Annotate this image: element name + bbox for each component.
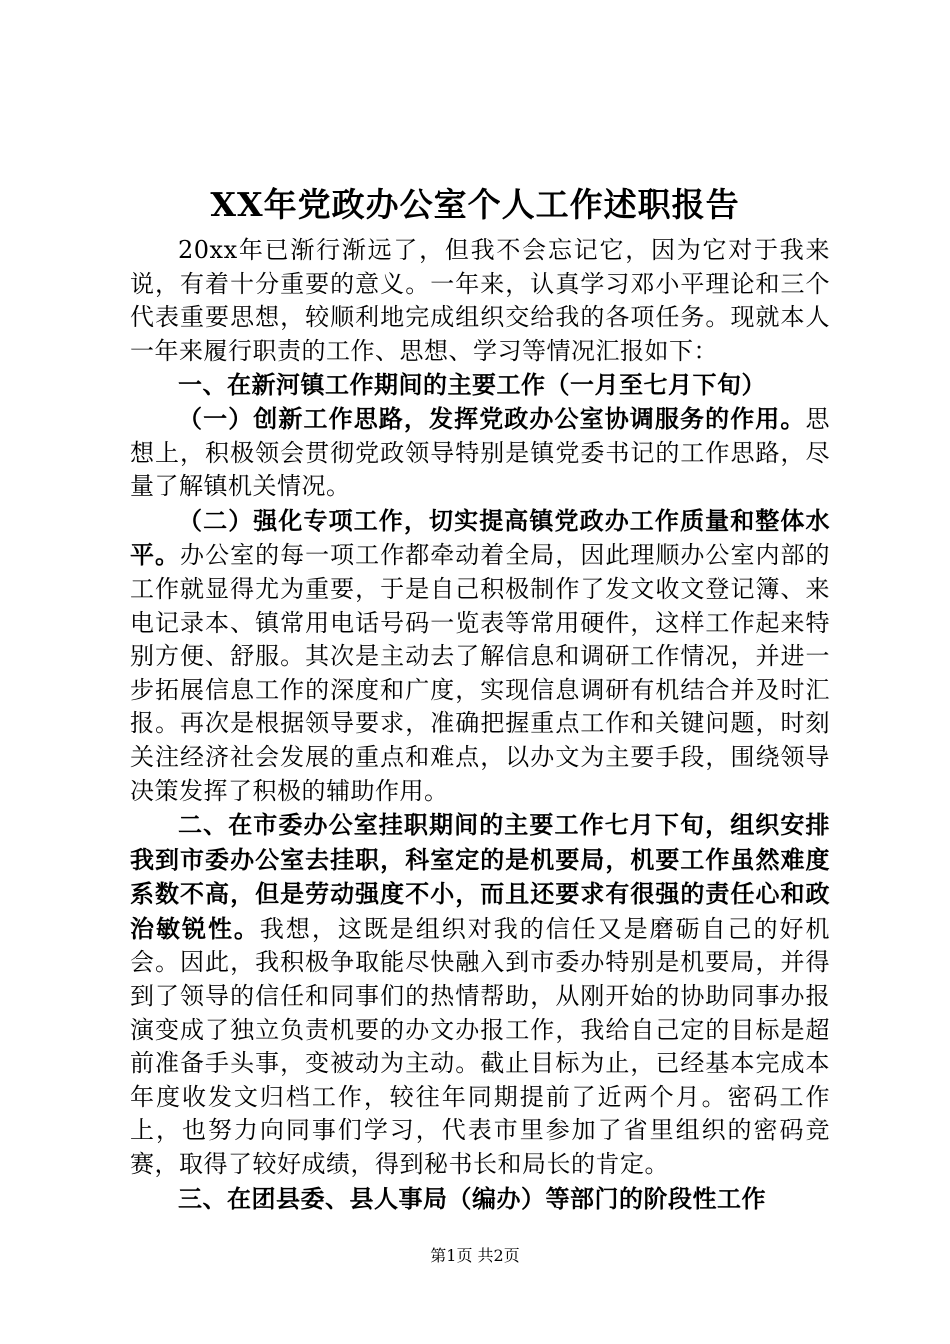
document-title: XX年党政办公室个人工作述职报告 <box>210 185 740 224</box>
section-heading-1: 一、在新河镇工作期间的主要工作（一月至七月下旬） <box>178 370 766 400</box>
subsection-heading-1: （一）创新工作思路，发挥党政办公室协调服务的作用。 <box>178 403 806 433</box>
subsection-1-paragraph <box>130 402 830 504</box>
document-body <box>130 234 830 1215</box>
section-body-2: 我想，这既是组织对我的信任又是磨砺自己的好机会。因此，我积极争取能尽快融入到市委办特别是机要局，并得到了领导的信任和同事们的热情帮助，从刚开始的协助同事办报演变成了独立负责机要的办文办报工作，我给自己定的目标是超前准备手头事，变被动为主动。截止目标为止，已经基本完成本年度收发文归档工作，较往年同期提前了近两个月。密码工作上，也努力向同事们学习，代表市里参加了省里组织的密码竞赛，取得了较好成绩，得到秘书长和局长的肯定。 <box>130 914 831 1179</box>
subsection-2-paragraph <box>130 504 830 808</box>
section-2-paragraph <box>130 808 830 1182</box>
page-footer: 第1页 共2页 <box>430 1246 520 1265</box>
intro-paragraph: 20xx年已渐行渐远了，但我不会忘记它，因为它对于我来说，有着十分重要的意义。一年来，认真学习邓小平理论和三个代表重要思想，较顺利地完成组织交给我的各项任务。现就本人一年来履行职责的工作、思想、学习等情况汇报如下： <box>130 236 830 365</box>
subsection-body-1: 思想上，积极领会贯彻党政领导特别是镇党委书记的工作思路，尽量了解镇机关情况。 <box>130 404 830 501</box>
subsection-heading-2: （二）强化专项工作，切实提高镇党政办工作质量和整体水平。 <box>130 505 830 570</box>
section-heading-3: 三、在团县委、县人事局（编办）等部门的阶段性工作 <box>178 1183 766 1213</box>
subsection-body-2: 办公室的每一项工作都牵动着全局，因此理顺办公室内部的工作就显得尤为重要，于是自己积极制作了发文收文登记簿、来电记录本、镇常用电话号码一览表等常用硬件，这样工作起来特别方便、舒服。其次是主动去了解信息和调研工作情况，并进一步拓展信息工作的深度和广度，实现信息调研有机结合并及时汇报。再次是根据领导要求，准确把握重点工作和关键问题，时刻关注经济社会发展的重点和难点，以办文为主要手段，围绕领导决策发挥了积极的辅助作用。 <box>130 541 831 805</box>
section-heading-2: 二、在市委办公室挂职期间的主要工作七月下旬，组织安排我到市委办公室去挂职，科室定的是机要局，机要工作虽然难度系数不高，但是劳动强度不小，而且还要求有很强的责任心和政治敏锐性。 <box>130 810 830 943</box>
